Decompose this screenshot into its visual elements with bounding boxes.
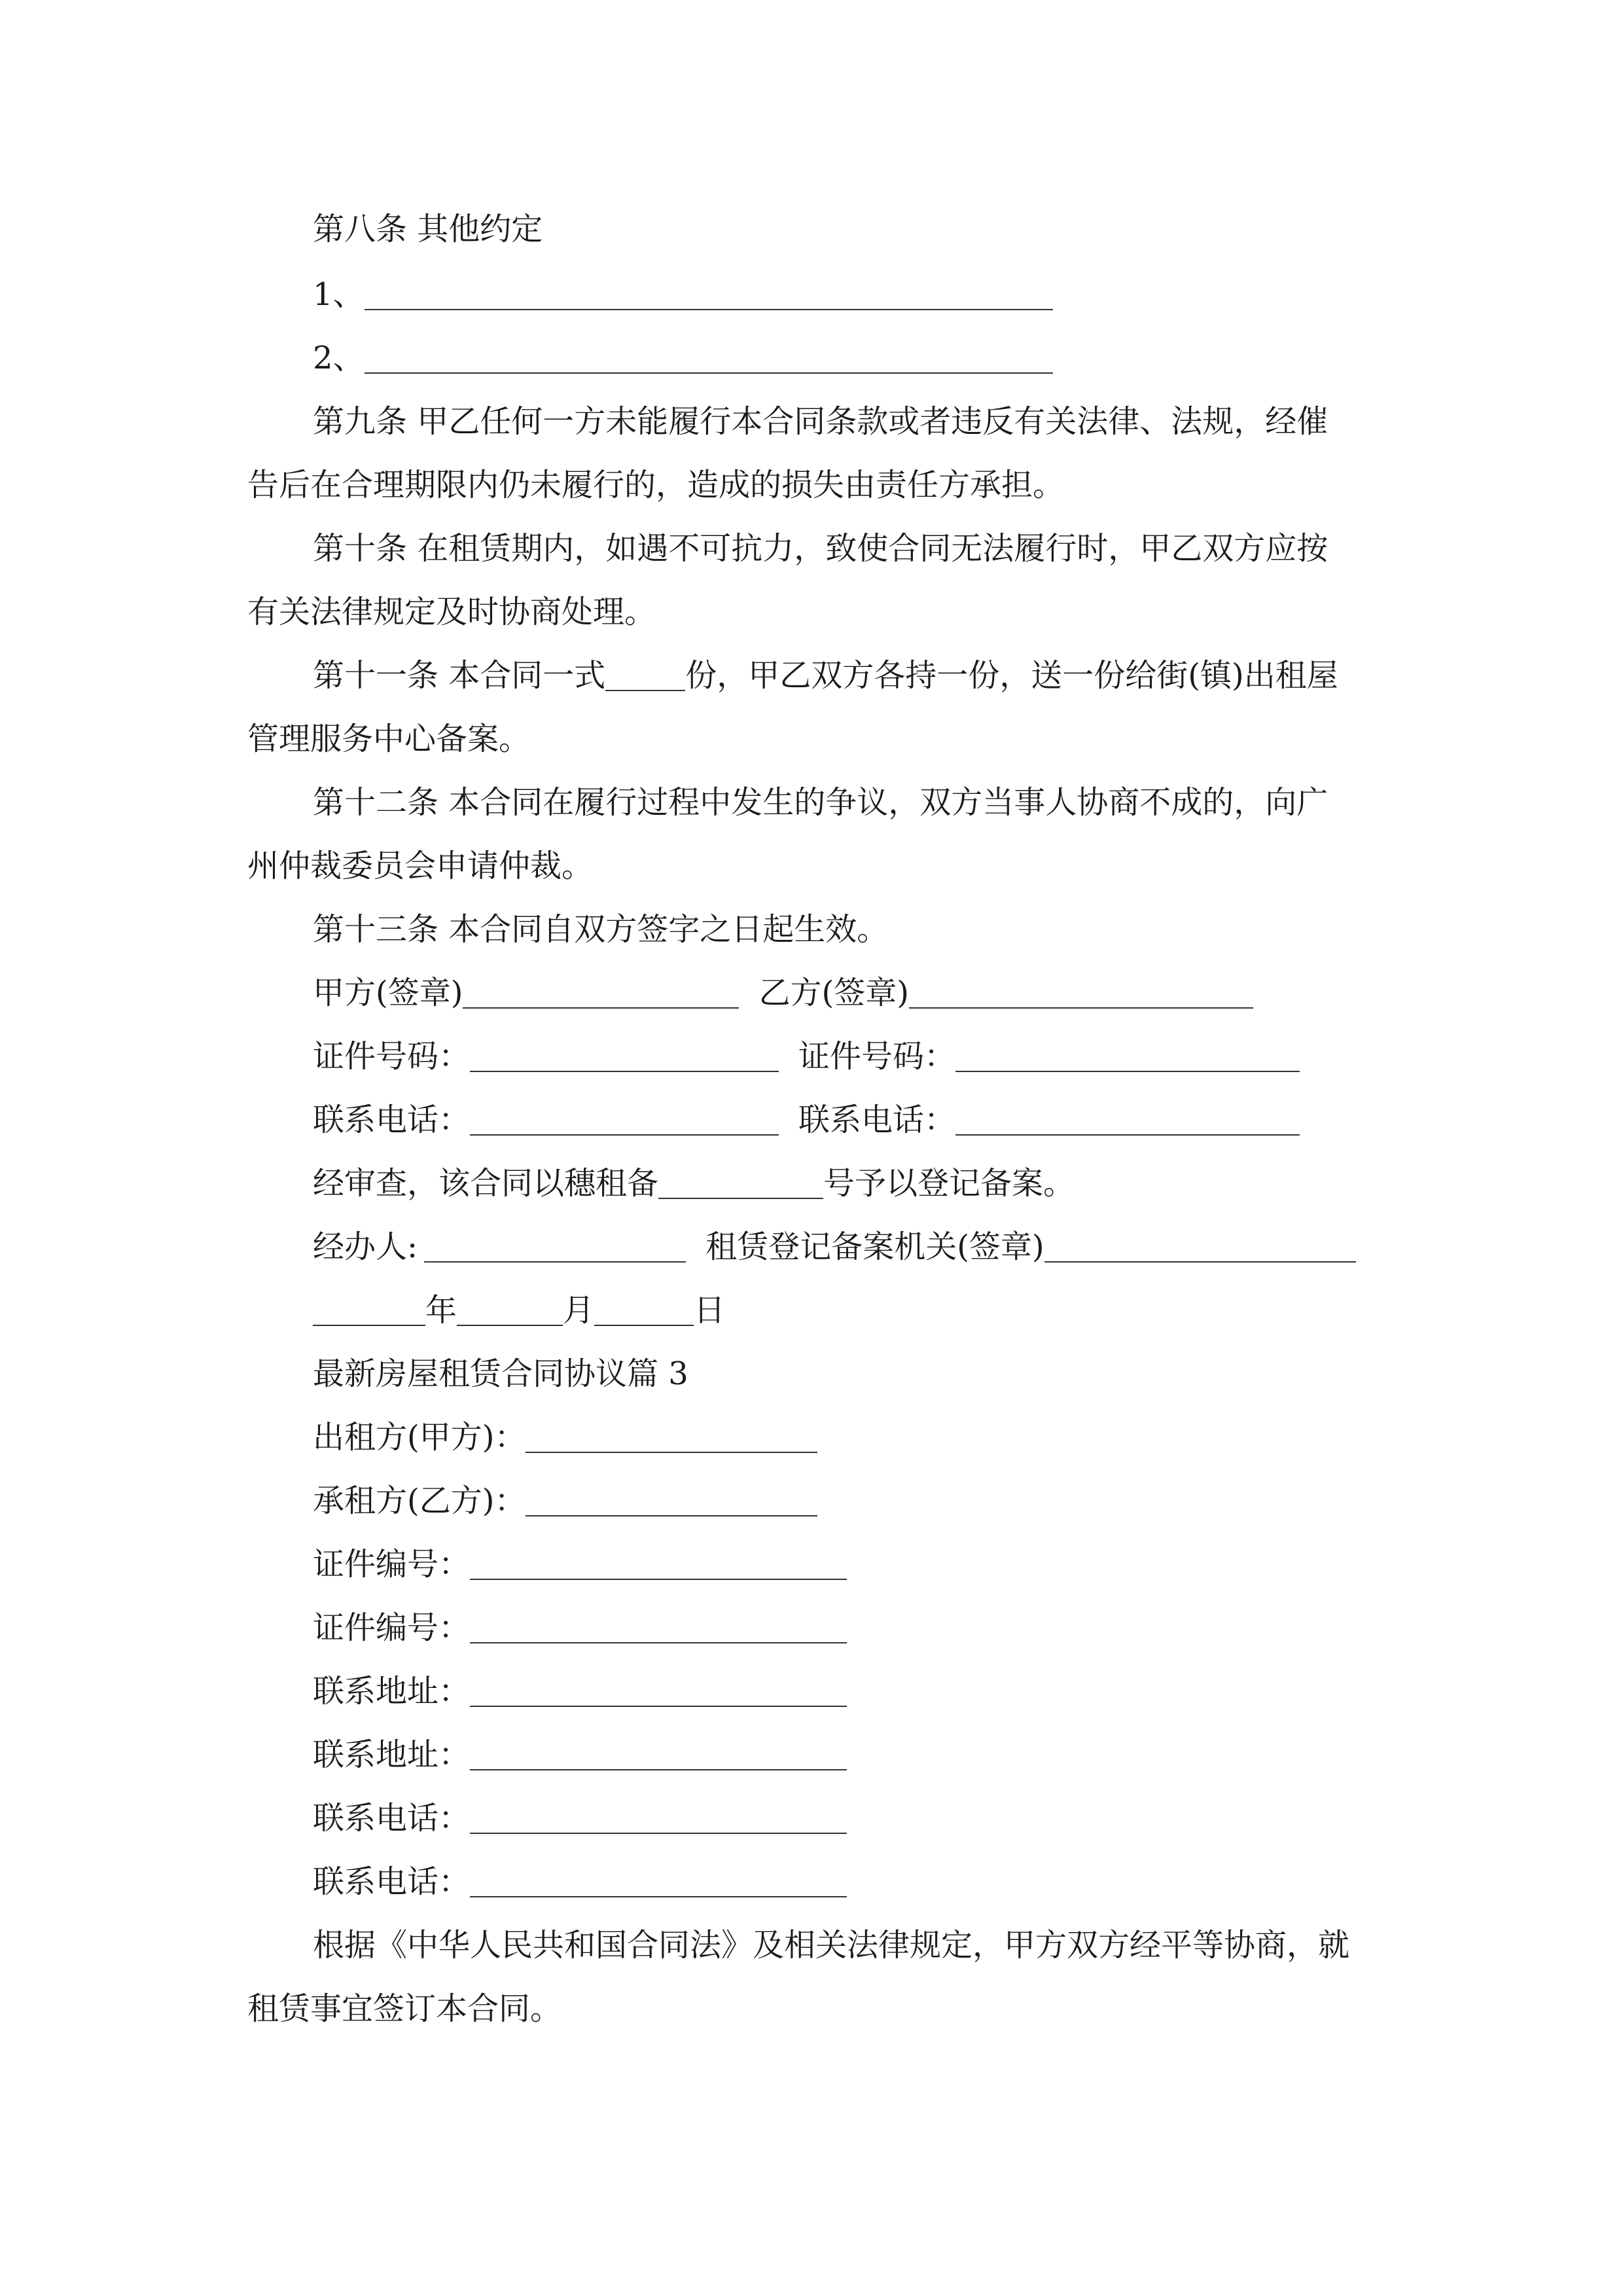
tel-label-1: 联系电话：: [313, 1800, 471, 1837]
address-blank-1[interactable]: [470, 1676, 847, 1707]
article-8-title: [313, 209, 543, 249]
article-12-line-1: [313, 783, 1328, 822]
address-blank-2[interactable]: [470, 1739, 847, 1770]
article-11-text-2: 份，甲乙双方各持一份，送一份给街(镇)出租屋: [685, 657, 1338, 694]
lessor-label: 出租方(甲方)：: [313, 1419, 526, 1456]
review-row: [313, 1164, 1075, 1203]
signature-row: [313, 973, 1253, 1013]
authority-label: 租赁登记备案机关(签章): [705, 1229, 1044, 1265]
article-10-text-1: 第十条 在租赁期内，如遇不可抗力，致使合同无法履行时，甲乙双方应按: [313, 530, 1329, 567]
item-1-label: 1、: [313, 276, 365, 313]
tel-label-2: 联系电话：: [313, 1863, 471, 1900]
handler-label: 经办人:: [313, 1229, 418, 1265]
party-b-id-label: 证件号码：: [798, 1038, 956, 1075]
article-10-line-1: [313, 529, 1328, 568]
year-label: 年: [425, 1292, 457, 1329]
lessee-row: [313, 1481, 817, 1520]
year-blank[interactable]: [313, 1295, 425, 1326]
cert-blank-2[interactable]: [470, 1612, 847, 1643]
id-number-row: [313, 1037, 1300, 1076]
intro-line-2: [247, 1989, 562, 2028]
tel-blank-2[interactable]: [470, 1866, 847, 1897]
handler-row: [313, 1227, 1356, 1266]
contract-3-heading-text: 最新房屋租赁合同协议篇 3: [313, 1355, 688, 1392]
article-10-text-2: 有关法律规定及时协商处理。: [247, 594, 656, 630]
article-11-text-1: 第十一条 本合同一式: [313, 657, 606, 694]
article-9-text-2: 告后在合理期限内仍未履行的，造成的损失由责任方承担。: [247, 467, 1065, 503]
party-a-signature-blank[interactable]: [463, 977, 739, 1009]
month-label: 月: [563, 1292, 595, 1329]
lessee-label: 承租方(乙方)：: [313, 1482, 526, 1519]
article-12-text-1: 第十二条 本合同在履行过程中发生的争议，双方当事人协商不成的，向广: [313, 784, 1329, 821]
review-text-1: 经审查，该合同以穗租备: [313, 1165, 659, 1202]
party-b-id-blank[interactable]: [955, 1041, 1300, 1072]
day-label: 日: [694, 1292, 726, 1329]
review-text-2: 号予以登记备案。: [823, 1165, 1075, 1202]
party-a-id-blank[interactable]: [470, 1041, 779, 1072]
day-blank[interactable]: [594, 1295, 694, 1326]
item-2-blank[interactable]: [365, 342, 1053, 374]
authority-blank[interactable]: [1044, 1231, 1356, 1263]
address-row-2: [313, 1735, 847, 1774]
registration-number-blank[interactable]: [658, 1168, 823, 1199]
intro-text-2: 租赁事宜签订本合同。: [247, 1990, 562, 2027]
article-13-line: [313, 910, 888, 949]
copies-blank[interactable]: [605, 660, 685, 691]
party-a-id-label: 证件号码：: [313, 1038, 471, 1075]
tel-row-2: [313, 1862, 847, 1901]
address-label-2: 联系地址：: [313, 1736, 471, 1773]
article-8-item-1: [313, 275, 1053, 314]
article-9-line-2: [247, 465, 1064, 505]
item-2-label: 2、: [313, 340, 365, 376]
article-9-line-1: [313, 402, 1328, 441]
cert-blank-1[interactable]: [470, 1549, 847, 1580]
tel-row-1: [313, 1799, 847, 1838]
month-blank[interactable]: [457, 1295, 563, 1326]
article-11-line-1: [313, 656, 1338, 695]
party-a-phone-blank[interactable]: [470, 1104, 779, 1136]
address-row-1: [313, 1672, 847, 1711]
party-a-label: 甲方(签章): [313, 975, 463, 1011]
article-12-line-2: [247, 846, 593, 886]
cert-label-2: 证件编号：: [313, 1609, 471, 1646]
date-row: [313, 1291, 725, 1330]
cert-row-2: [313, 1608, 847, 1647]
lessor-blank[interactable]: [526, 1422, 817, 1453]
party-b-phone-label: 联系电话：: [798, 1102, 956, 1138]
lessor-row: [313, 1418, 817, 1457]
party-a-phone-label: 联系电话：: [313, 1102, 471, 1138]
article-10-line-2: [247, 592, 656, 632]
tel-blank-1[interactable]: [470, 1803, 847, 1834]
party-b-signature-blank[interactable]: [909, 977, 1253, 1009]
article-12-text-2: 州仲裁委员会申请仲裁。: [247, 848, 594, 884]
party-b-label: 乙方(签章): [758, 975, 909, 1011]
intro-line-1: [313, 1926, 1349, 1965]
phone-row: [313, 1100, 1300, 1139]
article-8-title-text: 第八条 其他约定: [313, 211, 543, 247]
article-11-line-2: [247, 719, 530, 759]
lessee-blank[interactable]: [526, 1485, 817, 1516]
item-1-blank[interactable]: [365, 279, 1053, 310]
article-8-item-2: [313, 338, 1053, 378]
article-9-text-1: 第九条 甲乙任何一方未能履行本合同条款或者违反有关法律、法规，经催: [313, 403, 1329, 440]
intro-text-1: 根据《中华人民共和国合同法》及相关法律规定，甲方双方经平等协商，就: [313, 1927, 1350, 1964]
article-13-text: 第十三条 本合同自双方签字之日起生效。: [313, 911, 889, 948]
cert-row-1: [313, 1545, 847, 1584]
address-label-1: 联系地址：: [313, 1673, 471, 1710]
cert-label-1: 证件编号：: [313, 1546, 471, 1583]
contract-3-heading: [313, 1354, 688, 1393]
party-b-phone-blank[interactable]: [955, 1104, 1300, 1136]
handler-blank[interactable]: [424, 1231, 686, 1263]
article-11-text-3: 管理服务中心备案。: [247, 721, 531, 757]
